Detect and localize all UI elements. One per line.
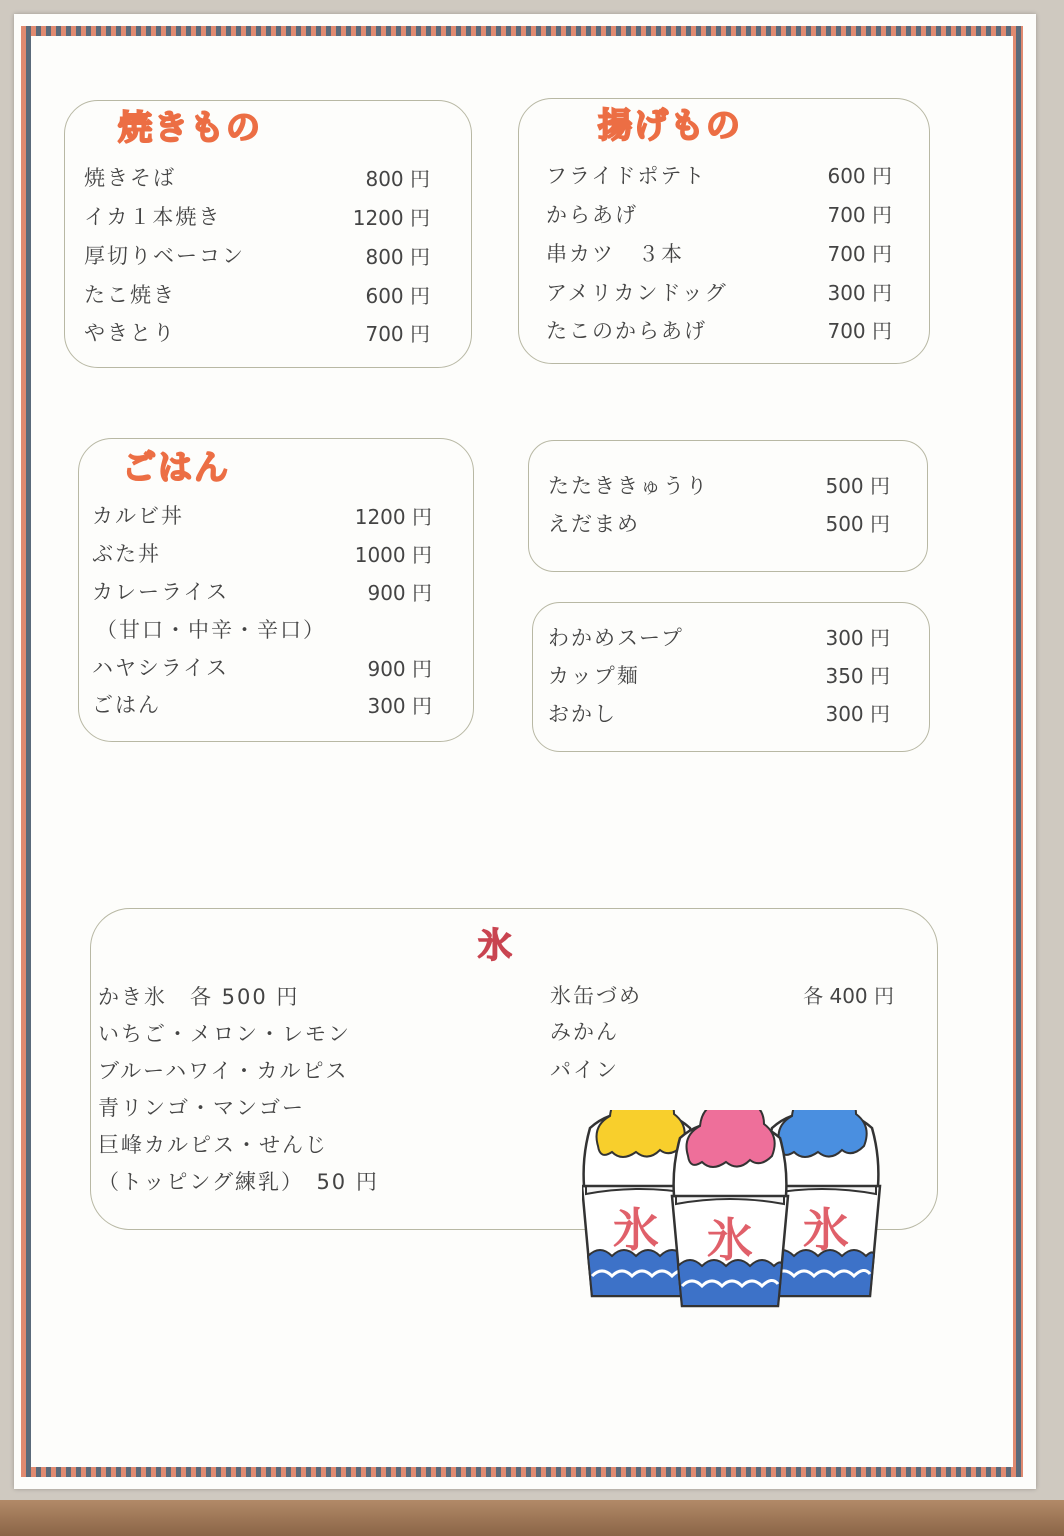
menu-item-price: 各 400 円: [803, 984, 894, 1008]
menu-item-name: 氷缶づめ: [550, 984, 642, 1008]
menu-item-name: ハヤシライス: [92, 656, 229, 680]
menu-item-price: 700 円: [827, 203, 892, 227]
menu-item-price: 350 円: [825, 664, 890, 688]
menu-item-price: 900 円: [367, 657, 432, 681]
menu-item-price: 600 円: [827, 164, 892, 188]
menu-item-name: 焼きそば: [84, 166, 176, 190]
svg-text:氷: 氷: [707, 1213, 753, 1267]
sides-section: [528, 440, 928, 572]
shaved-ice-pink-icon: [672, 1110, 788, 1306]
menu-item-price: 600 円: [365, 284, 430, 308]
menu-item-name: みかん: [550, 1020, 619, 1044]
menu-item-name: たこ焼き: [84, 283, 176, 307]
menu-item-name: おかし: [548, 702, 617, 726]
menu-item-price: 300 円: [367, 694, 432, 718]
menu-item-name: やきとり: [84, 321, 176, 345]
menu-item-price: 900 円: [367, 581, 432, 605]
menu-item-name: ごはん: [92, 693, 161, 717]
gohan-title: ごはん: [122, 448, 230, 488]
yakimono-title: 焼きもの: [118, 108, 262, 148]
kori-line: ブルーハワイ・カルピス: [98, 1059, 349, 1083]
kori-line: 青リンゴ・マンゴー: [98, 1096, 305, 1120]
kori-title: 氷: [478, 926, 514, 966]
menu-item-name: アメリカンドッグ: [546, 281, 728, 305]
menu-item-name: ぶた丼: [92, 542, 161, 566]
kori-line: 巨峰カルピス・せんじ: [98, 1133, 328, 1157]
kori-line: かき氷 各 500 円: [98, 985, 300, 1009]
menu-item-price: 300 円: [825, 702, 890, 726]
menu-item-name: わかめスープ: [548, 626, 684, 650]
menu-item-price: 700 円: [827, 319, 892, 343]
menu-item-name: たこのからあげ: [546, 319, 707, 343]
menu-item-name: イカ１本焼き: [84, 205, 222, 229]
svg-text:氷: 氷: [803, 1203, 849, 1257]
table-surface: [0, 1500, 1064, 1536]
menu-item-price: 1000 円: [354, 543, 432, 567]
menu-item-price: 300 円: [825, 626, 890, 650]
menu-item-name: えだまめ: [548, 512, 640, 536]
menu-item-price: 500 円: [825, 512, 890, 536]
menu-item-name: カップ麺: [548, 664, 640, 688]
menu-item-price: 800 円: [365, 245, 430, 269]
menu-item-name: 串カツ ３本: [546, 242, 684, 266]
menu-item-name: 厚切りベーコン: [84, 244, 245, 268]
menu-item-price: 1200 円: [354, 505, 432, 529]
menu-item-price: 800 円: [365, 167, 430, 191]
menu-item-price: 300 円: [827, 281, 892, 305]
svg-text:氷: 氷: [613, 1203, 659, 1257]
menu-item-price: 1200 円: [352, 206, 430, 230]
menu-item-name: パイン: [550, 1058, 619, 1082]
kori-line: いちご・メロン・レモン: [98, 1022, 351, 1046]
menu-item-name: カルビ丼: [92, 504, 184, 528]
menu-item-name: フライドポテト: [546, 164, 707, 188]
menu-item-price: 700 円: [365, 322, 430, 346]
menu-item-name: からあげ: [546, 203, 638, 227]
menu-item-name: たたききゅうり: [548, 474, 709, 498]
menu-item-note: （甘口・中辛・辛口）: [96, 618, 326, 642]
menu-item-price: 500 円: [825, 474, 890, 498]
kori-line: （トッピング練乳） 50 円: [98, 1170, 379, 1194]
shaved-ice-illustration: [582, 1110, 882, 1310]
menu-item-name: カレーライス: [92, 580, 230, 604]
menu-item-price: 700 円: [827, 242, 892, 266]
agemono-title: 揚げもの: [598, 106, 742, 146]
